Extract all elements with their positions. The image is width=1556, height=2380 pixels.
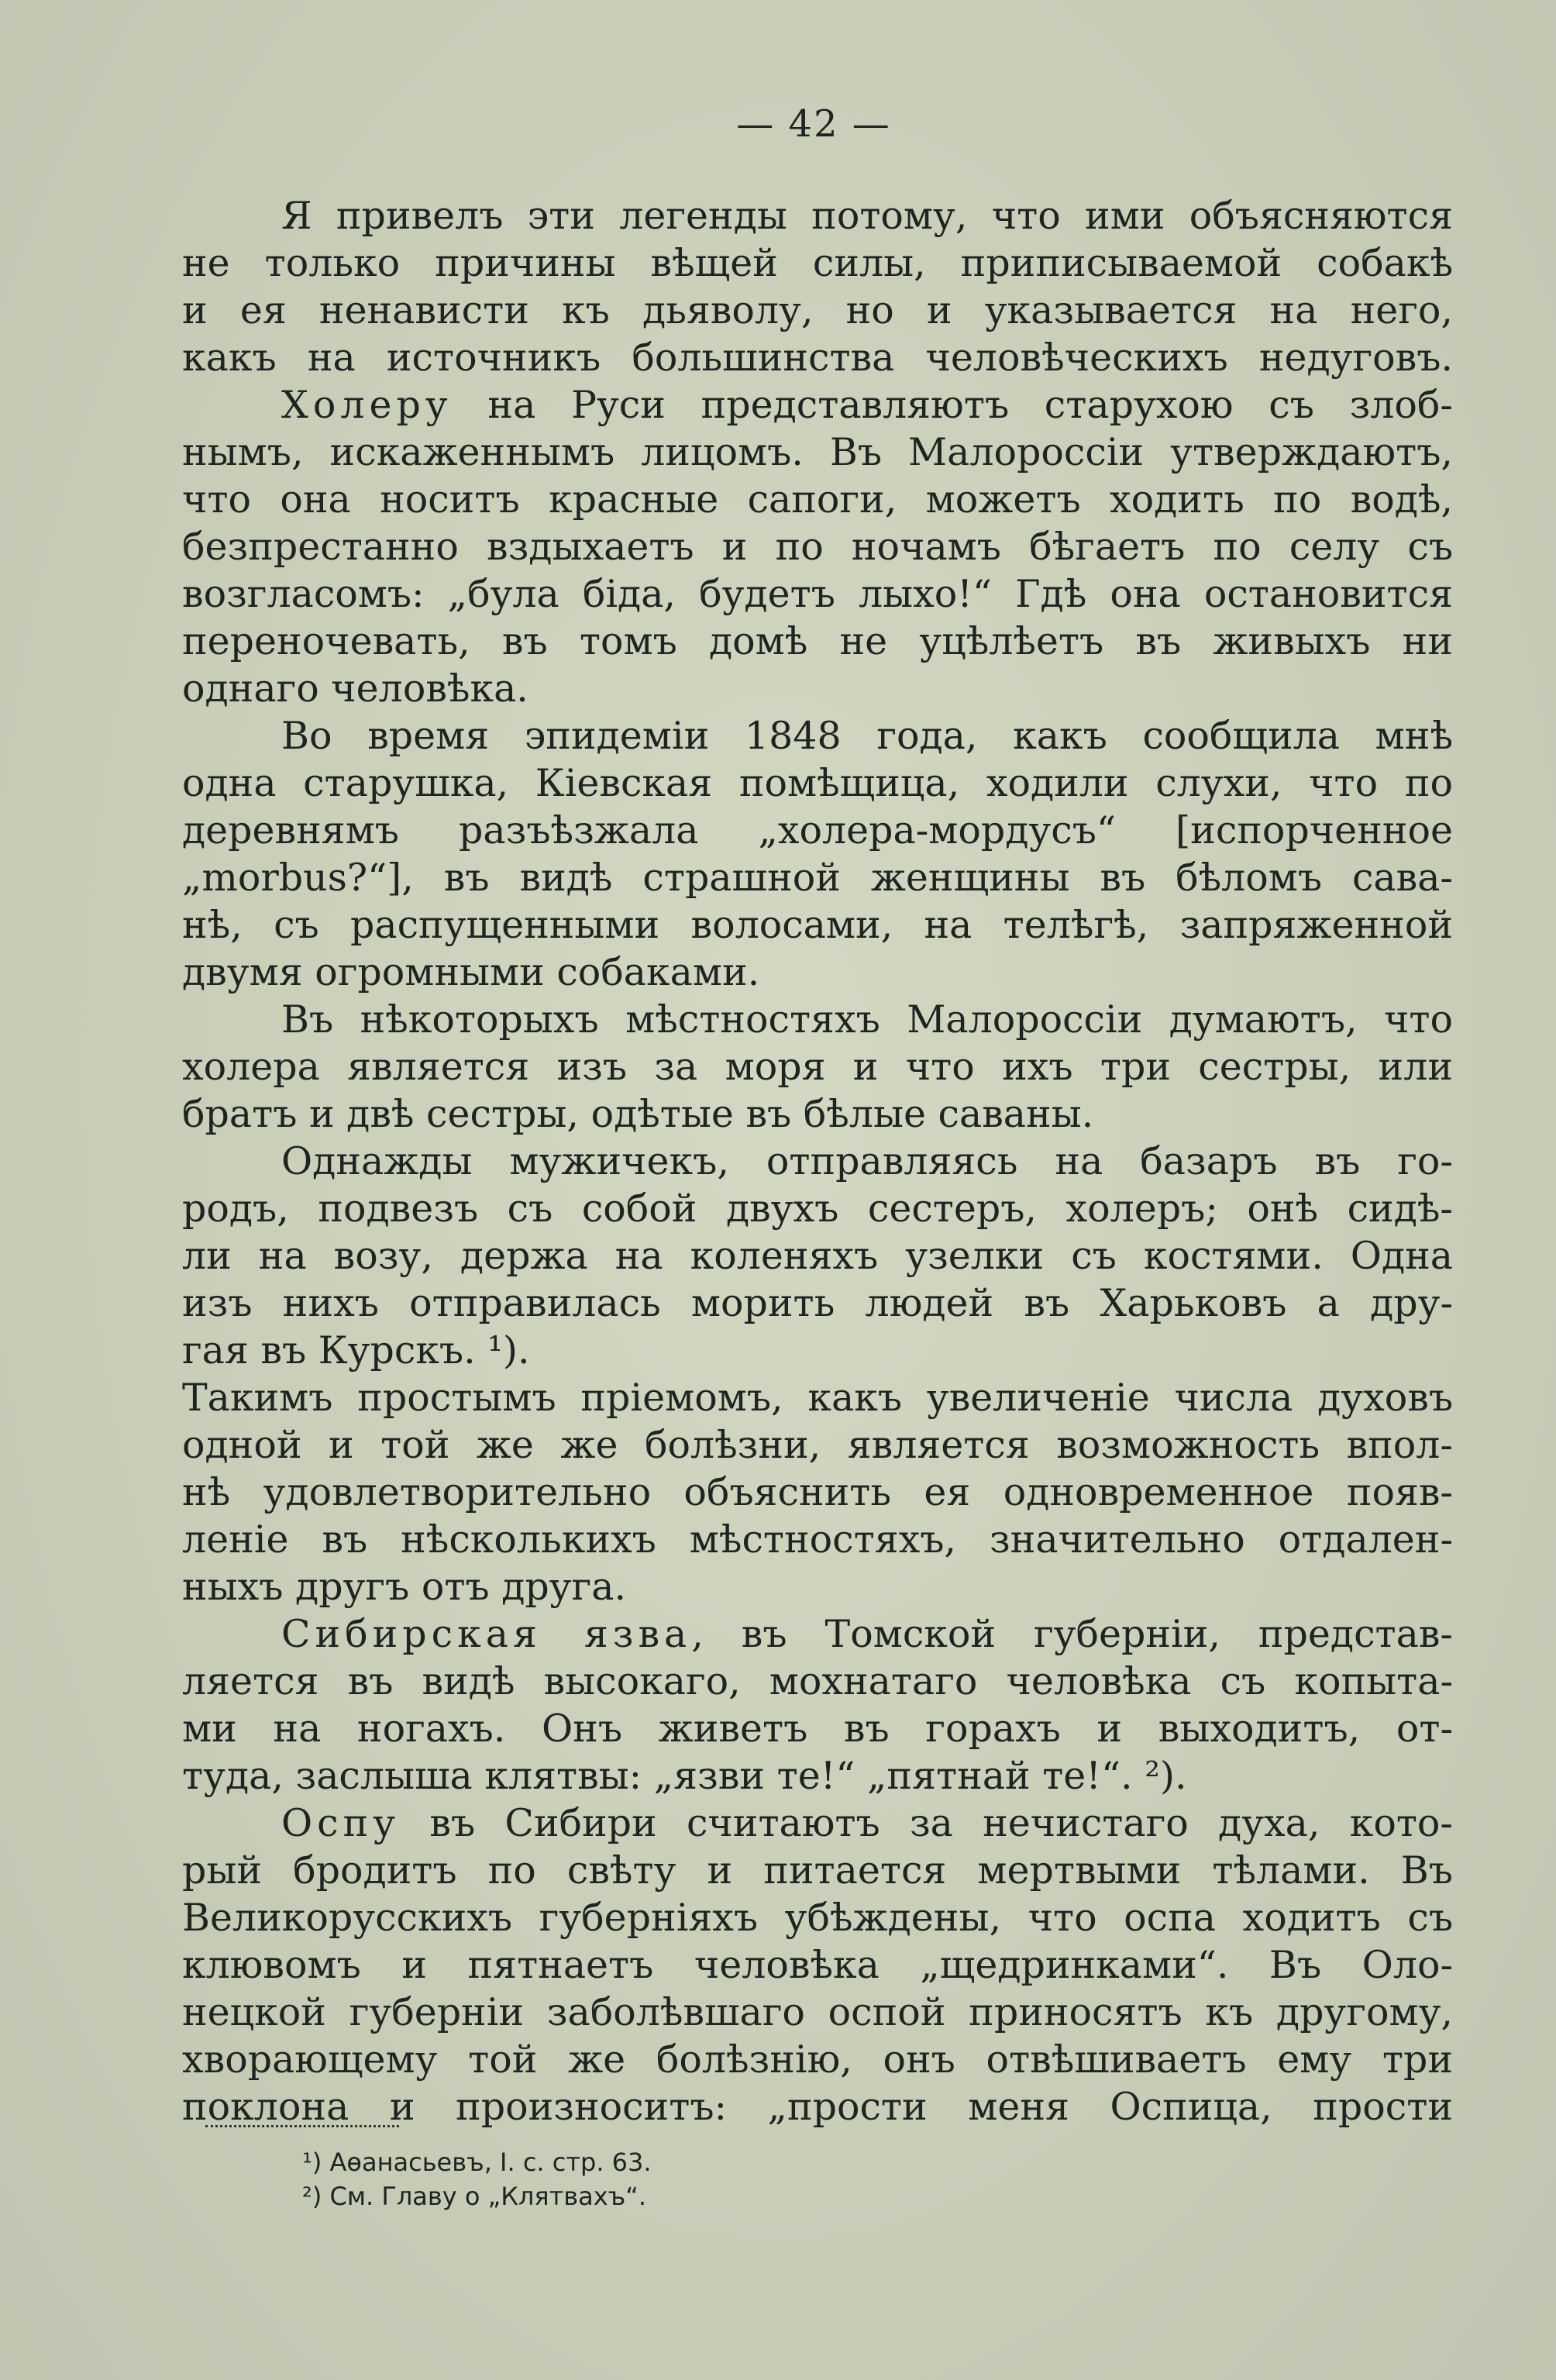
- spaced-word: Холеру: [281, 383, 453, 427]
- text-line: гая въ Курскъ. ¹).: [182, 1328, 530, 1373]
- text-line: Такимъ простымъ пріемомъ, какъ увеличеніе числа духовъ: [182, 1376, 1453, 1420]
- text-line: одной и той же же болѣзни, является возможность впол-: [182, 1423, 1453, 1467]
- text-line: что она носитъ красные сапоги, можетъ ходить по водѣ,: [182, 477, 1453, 522]
- text-line-rest: , въ Томской губерніи, представ-: [691, 1612, 1453, 1656]
- text-line: и ея ненависти къ дьяволу, но и указывается на него,: [182, 288, 1453, 332]
- text-line: нецкой губерніи заболѣвшаго оспой приносятъ къ другому,: [182, 1990, 1453, 2034]
- text-line: какъ на источникъ большинства человѣческихъ недуговъ.: [182, 336, 1453, 380]
- text-line: изъ нихъ отправилась морить людей въ Харьковъ а дру-: [182, 1281, 1453, 1325]
- text-line: ли на возу, держа на коленяхъ узелки съ костями. Одна: [182, 1234, 1453, 1278]
- footnote-divider: [205, 2125, 399, 2127]
- text-line: ляется въ видѣ высокаго, мохнатаго человѣка съ копыта-: [182, 1659, 1453, 1703]
- text-line: безпрестанно вздыхаетъ и по ночамъ бѣгаетъ по селу съ: [182, 525, 1453, 569]
- text-line: нымъ, искаженнымъ лицомъ. Въ Малороссіи утверждаютъ,: [182, 430, 1453, 474]
- footnote-2: ²) См. Главу о „Клятвахъ“.: [302, 2182, 647, 2211]
- text-line: ныхъ другъ отъ друга.: [182, 1565, 627, 1609]
- text-line: холера является изъ за моря и что ихъ три сестры, или: [182, 1045, 1453, 1089]
- spaced-word: Оспу: [281, 1801, 401, 1845]
- text-line: одна старушка, Кіевская помѣщица, ходили слухи, что по: [182, 761, 1453, 805]
- text-line: нѣ удовлетворительно объяснить ея одновременное появ-: [182, 1470, 1453, 1514]
- text-line: деревнямъ разъѣзжала „холера-мордусъ“ [испорченное: [182, 808, 1453, 852]
- text-line: не только причины вѣщей силы, приписываемой собакѣ: [182, 241, 1453, 285]
- text-line: возгласомъ: „була біда, будетъ лыхо!“ Гдѣ она остановится: [182, 572, 1453, 616]
- text-line: рый бродитъ по свѣту и питается мертвыми тѣлами. Въ: [182, 1848, 1453, 1893]
- page-number: — 42 —: [736, 102, 891, 146]
- text-line: Я привелъ эти легенды потому, что ими объясняются: [281, 194, 1453, 238]
- text-line: Однажды мужичекъ, отправляясь на базаръ въ го-: [281, 1139, 1453, 1183]
- footnotes: [302, 2145, 652, 2213]
- body-text: [182, 192, 1453, 2130]
- text-line: хворающему той же болѣзнію, онъ отвѣшиваетъ ему три: [182, 2037, 1453, 2082]
- text-line-rest: въ Сибири считаютъ за нечистаго духа, кото-: [400, 1801, 1453, 1845]
- text-line: поклона и произноситъ: „прости меня Оспица, прости: [182, 2085, 1453, 2129]
- text-line: туда, заслыша клятвы: „язви те!“ „пятнай те!“. ²).: [182, 1754, 1187, 1798]
- text-line-rest: на Руси представляютъ старухою съ злоб-: [452, 383, 1453, 427]
- text-line: родъ, подвезъ съ собой двухъ сестеръ, холеръ; онѣ сидѣ-: [182, 1187, 1453, 1231]
- text-line: [182, 381, 1453, 429]
- text-line: Въ нѣкоторыхъ мѣстностяхъ Малороссіи думаютъ, что: [281, 997, 1453, 1042]
- text-line: ми на ногахъ. Онъ живетъ въ горахъ и выходитъ, от-: [182, 1707, 1453, 1751]
- text-line: однаго человѣка.: [182, 666, 528, 711]
- text-line: „morbus?“], въ видѣ страшной женщины въ бѣломъ сава-: [182, 856, 1453, 900]
- text-line: [182, 1800, 1453, 1847]
- text-line: [182, 1610, 1453, 1658]
- text-line: Великорусскихъ губерніяхъ убѣждены, что оспа ходитъ съ: [182, 1896, 1453, 1940]
- text-line: клювомъ и пятнаетъ человѣка „щедринками“. Въ Оло-: [182, 1943, 1453, 1987]
- text-line: братъ и двѣ сестры, одѣтые въ бѣлые саваны.: [182, 1092, 1094, 1136]
- text-line: двумя огромными собаками.: [182, 950, 760, 994]
- text-line: Во время эпидеміи 1848 года, какъ сообщила мнѣ: [281, 714, 1453, 758]
- text-line: леніе въ нѣсколькихъ мѣстностяхъ, значительно отдален-: [182, 1517, 1453, 1562]
- text-line: переночевать, въ томъ домѣ не уцѣлѣетъ въ живыхъ ни: [182, 619, 1453, 663]
- text-line: нѣ, съ распущенными волосами, на телѣгѣ, запряженной: [182, 903, 1453, 947]
- spaced-word: Сибирская язва: [281, 1612, 692, 1656]
- footnote-1: ¹) Аѳанасьевъ, I. с. стр. 63.: [302, 2148, 652, 2177]
